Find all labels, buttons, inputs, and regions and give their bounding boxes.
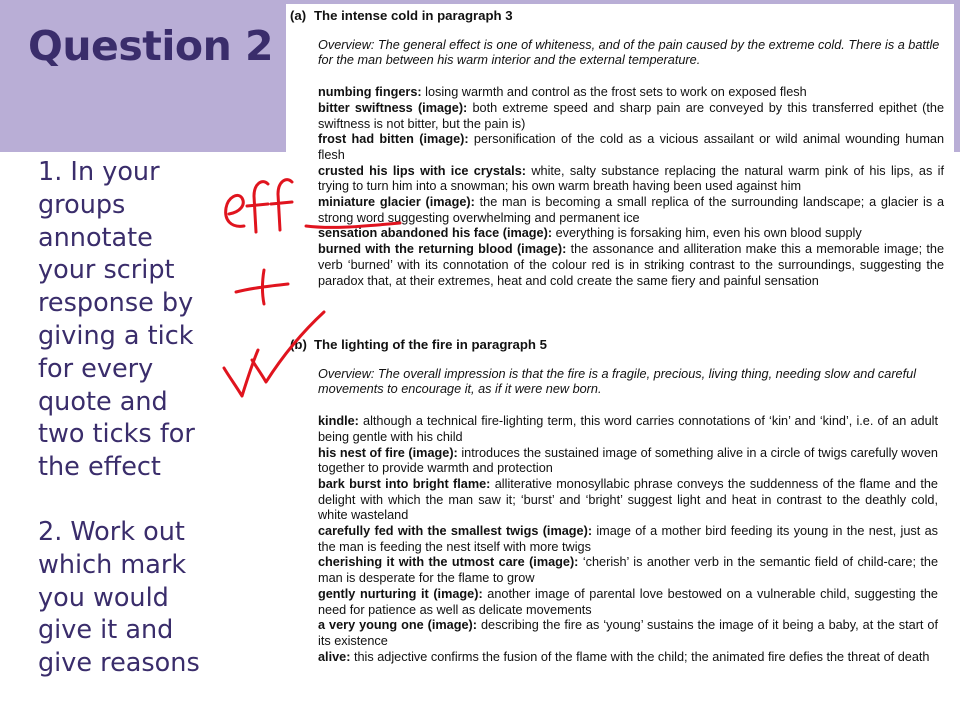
handwritten-tick-2	[252, 312, 324, 382]
entry-term: alive:	[318, 649, 351, 664]
section-a-title: The intense cold in paragraph 3	[314, 8, 513, 23]
entry-text: introduces the sustained image of something alive in a circle of twigs carefully woven together to provide warmth and protection	[318, 445, 938, 476]
entry-term: crusted his lips with ice crystals:	[318, 163, 526, 178]
handwritten-tick-1	[224, 350, 258, 396]
entry-term: sensation abandoned his face (image):	[318, 226, 553, 241]
entry-text: white, salty substance replacing the natural warm pink of his lips, as if trying to turn him into a snowman; his own warm breath having been used against him	[318, 163, 944, 194]
entry-term: carefully fed with the smallest twigs (image):	[318, 524, 593, 539]
handwritten-eff-e	[226, 195, 244, 226]
entry-term: numbing fingers:	[318, 85, 422, 100]
handwritten-eff-f1	[247, 182, 268, 232]
handwritten-underline	[306, 223, 400, 227]
entry-term: gently nurturing it (image):	[318, 586, 483, 601]
section-a-overview: Overview: The general effect is one of whiteness, and of the pain caused by the extreme cold. There is a battle for the man between his warm interior and the external temperature.	[318, 37, 940, 68]
section-b-letter: (b)	[290, 337, 307, 352]
instruction-2: 2. Work out which mark you would give it and give reasons	[38, 516, 200, 679]
handwritten-eff-f2	[271, 180, 292, 230]
instruction-1: 1. In your groups annotate your script response by giving a tick for every quote and two ticks for the effect	[38, 157, 195, 483]
entry-text: alliterative monosyllabic phrase conveys the suddenness of the flame and the delight with which the man saw it; ‘burst’ and ‘bright’ suggest light and heat in contrast to the deathly cold, white wasteland	[318, 476, 938, 523]
entry-text: both extreme speed and sharp pain are conveyed by this transferred epithet (the swiftness is not bitter, but the pain is)	[318, 100, 944, 131]
entry-text: this adjective confirms the fusion of the flame with the child; the animated fire defies the threat of death	[350, 649, 930, 664]
entry-text: ‘cherish’ is another verb in the semantic field of child-care; the man is desperate for the flame to grow	[318, 555, 939, 586]
entry-term: a very young one (image):	[318, 618, 477, 633]
entry-text: another image of parental love bestowed on a vulnerable child, suggesting the need for patience as well as delicate movements	[318, 586, 938, 617]
entry-term: cherishing it with the utmost care (image):	[318, 555, 579, 570]
entry-text: everything is forsaking him, even his own blood supply	[552, 226, 862, 241]
handwritten-cross-mark	[236, 270, 288, 304]
entry-text: although a technical fire-lighting term, this word carries connotations of ‘kin’ and ‘kind’, i.e. of an adult being gentle with his child	[318, 414, 938, 444]
entry-term: bark burst into bright flame:	[318, 476, 491, 491]
section-a-letter: (a)	[290, 8, 307, 23]
entry-text: the man is becoming a small replica of the surrounding landscape; a glacier is a strong word suggesting overwhelming and permanent ice	[318, 195, 944, 225]
section-b-overview: Overview: The overall impression is that the fire is a fragile, precious, living thing, needing slow and careful movements to encourage it, as if it were new born.	[318, 366, 917, 397]
slide-title: Question 2	[28, 22, 274, 70]
entry-term: his nest of fire (image):	[318, 445, 458, 460]
entry-text: personification of the cold as a vicious assailant or wild animal wounding human flesh	[318, 132, 944, 162]
entry-term: bitter swiftness (image):	[318, 100, 468, 115]
entry-text: image of a mother bird feeding its young in the nest, just as the man is feeding the nest itself with more twigs	[318, 524, 938, 554]
entry-text: the assonance and alliteration make this a memorable image; the verb ‘burned’ with its connotation of the colour red is in striking contrast to the surroundings, suggesting the paradox that, at their extremes, heat and cold create the same fiery and painful sensation	[318, 242, 944, 288]
entry-term: miniature glacier (image):	[318, 195, 475, 210]
entry-term: kindle:	[318, 414, 359, 429]
entry-term: frost had bitten (image):	[318, 132, 469, 147]
entry-text: losing warmth and control as the frost sets to work on exposed flesh	[421, 85, 807, 100]
entry-text: describing the fire as ‘young’ sustains the image of it being a baby, at the start of its existence	[318, 618, 939, 648]
section-b-title: The lighting of the fire in paragraph 5	[314, 337, 547, 352]
entry-term: burned with the returning blood (image):	[318, 242, 567, 257]
